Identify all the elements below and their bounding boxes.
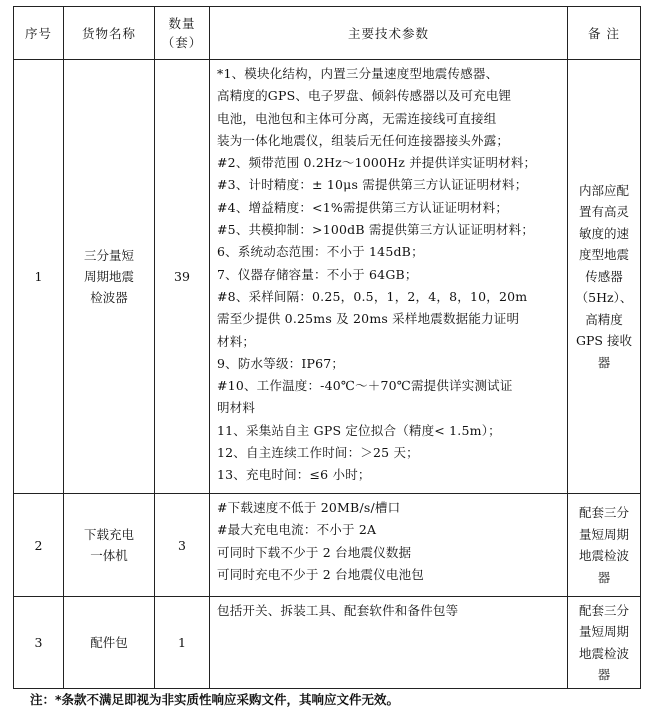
param-line: #4、增益精度：<1%需提供第三方认证证明材料；: [217, 199, 509, 215]
param-line: 装为一体化地震仪，组装后无任何连接器接头外露；: [217, 132, 510, 148]
note-line: 器: [597, 667, 611, 682]
param-line: 12、自主连续工作时间：＞25 天；: [217, 445, 419, 461]
header-note: 备 注: [568, 7, 641, 60]
item-name-line: 检波器: [90, 290, 128, 305]
row-item-name: [64, 597, 155, 689]
row-qty: 3: [155, 494, 210, 597]
row-seq: 2: [14, 494, 64, 597]
note-line: 置有高灵: [578, 204, 629, 220]
param-line: 6、系统动态范围：不小于 145dB；: [217, 244, 424, 260]
item-name-line: 周期地震: [83, 269, 134, 284]
param-line: #下载速度不低于 20MB/s/槽口: [217, 500, 401, 515]
header-qty-line1: 数量: [168, 16, 196, 31]
header-qty: [155, 7, 210, 60]
row-seq: 1: [14, 60, 64, 494]
param-line: 需至少提供 0.25ms 及 20ms 采样地震数据能力证明: [217, 311, 520, 327]
row-note: [568, 597, 641, 689]
note-line: 地震检波: [578, 645, 629, 661]
param-line: #8、采样间隔：0.25，0.5，1，2，4，8，10，20m: [217, 288, 528, 304]
procurement-spec-table: [13, 6, 641, 689]
row-item-name: [64, 494, 155, 597]
param-line: 7、仪器存储容量：不小于 64GB；: [217, 266, 418, 282]
header-qty-line2: （套）: [161, 35, 203, 50]
footnote: 注：*条款不满足即视为非实质性响应采购文件，其响应文件无效。: [30, 692, 400, 707]
param-line: #3、计时精度：± 10μs 需提供第三方认证证明材料；: [217, 177, 528, 193]
note-line: GPS 接收: [576, 333, 632, 349]
row-qty: 1: [155, 597, 210, 689]
param-line: 可同时下载不少于 2 台地震仪数据: [217, 544, 412, 560]
note-line: 度型地震: [578, 247, 629, 263]
row-item-name: [64, 60, 155, 494]
row-tech-params: [210, 60, 568, 494]
param-line: 13、充电时间：≤6 小时；: [217, 467, 371, 483]
item-name-line: 三分量短: [83, 248, 134, 263]
param-line: 高精度的GPS、电子罗盘、倾斜传感器以及可充电锂: [217, 88, 512, 104]
note-line: 敏度的速: [578, 225, 629, 241]
header-params: 主要技术参数: [210, 7, 568, 60]
note-line: （5Hz）、: [575, 290, 633, 306]
table-row: [14, 597, 641, 689]
note-line: 地震检波: [578, 548, 629, 563]
param-line: 材料；: [217, 333, 256, 349]
item-name-line: 一体机: [90, 548, 128, 563]
note-line: 器: [597, 569, 611, 585]
param-line: 包括开关、拆装工具、配套软件和备件包等: [217, 603, 459, 618]
param-line: 11、采集站自主 GPS 定位拟合（精度< 1.5m）；: [217, 422, 501, 438]
note-line: 内部应配: [578, 182, 629, 198]
note-line: 器: [597, 354, 611, 370]
param-line: 明材料: [217, 400, 256, 416]
note-line: 量短周期: [578, 624, 629, 639]
param-line: 9、防水等级：IP67；: [217, 355, 345, 371]
param-line: #2、频带范围 0.2Hz～1000Hz 并提供详实证明材料；: [217, 155, 537, 171]
note-line: 传感器: [585, 268, 623, 284]
note-line: 高精度: [585, 311, 623, 327]
param-line: #10、工作温度：-40℃～＋70℃需提供详实测试证: [217, 378, 513, 394]
item-name-line: 配件包: [90, 635, 128, 650]
table-header-row: [14, 7, 641, 60]
row-note: [568, 60, 641, 494]
param-line: #5、共模抑制：>100dB 需提供第三方认证证明材料；: [217, 222, 535, 238]
header-seq: 序号: [14, 7, 64, 60]
param-line: 电池，电池包和主体可分离，无需连接线可直接组: [217, 110, 497, 126]
row-seq: 3: [14, 597, 64, 689]
param-line: *1、模块化结构，内置三分量速度型地震传感器、: [217, 66, 499, 81]
row-tech-params: [210, 597, 568, 689]
row-tech-params: [210, 494, 568, 597]
table-row: [14, 60, 641, 494]
row-qty: 39: [155, 60, 210, 494]
header-name: 货物名称: [64, 7, 155, 60]
note-line: 配套三分: [578, 602, 629, 618]
row-note: [568, 494, 641, 597]
item-name-line: 下载充电: [83, 527, 134, 542]
param-line: #最大充电电流：不小于 2A: [217, 522, 377, 538]
note-line: 量短周期: [578, 526, 629, 542]
table-row: [14, 494, 641, 597]
note-line: 配套三分: [578, 505, 629, 520]
param-line: 可同时充电不少于 2 台地震仪电池包: [217, 566, 425, 582]
